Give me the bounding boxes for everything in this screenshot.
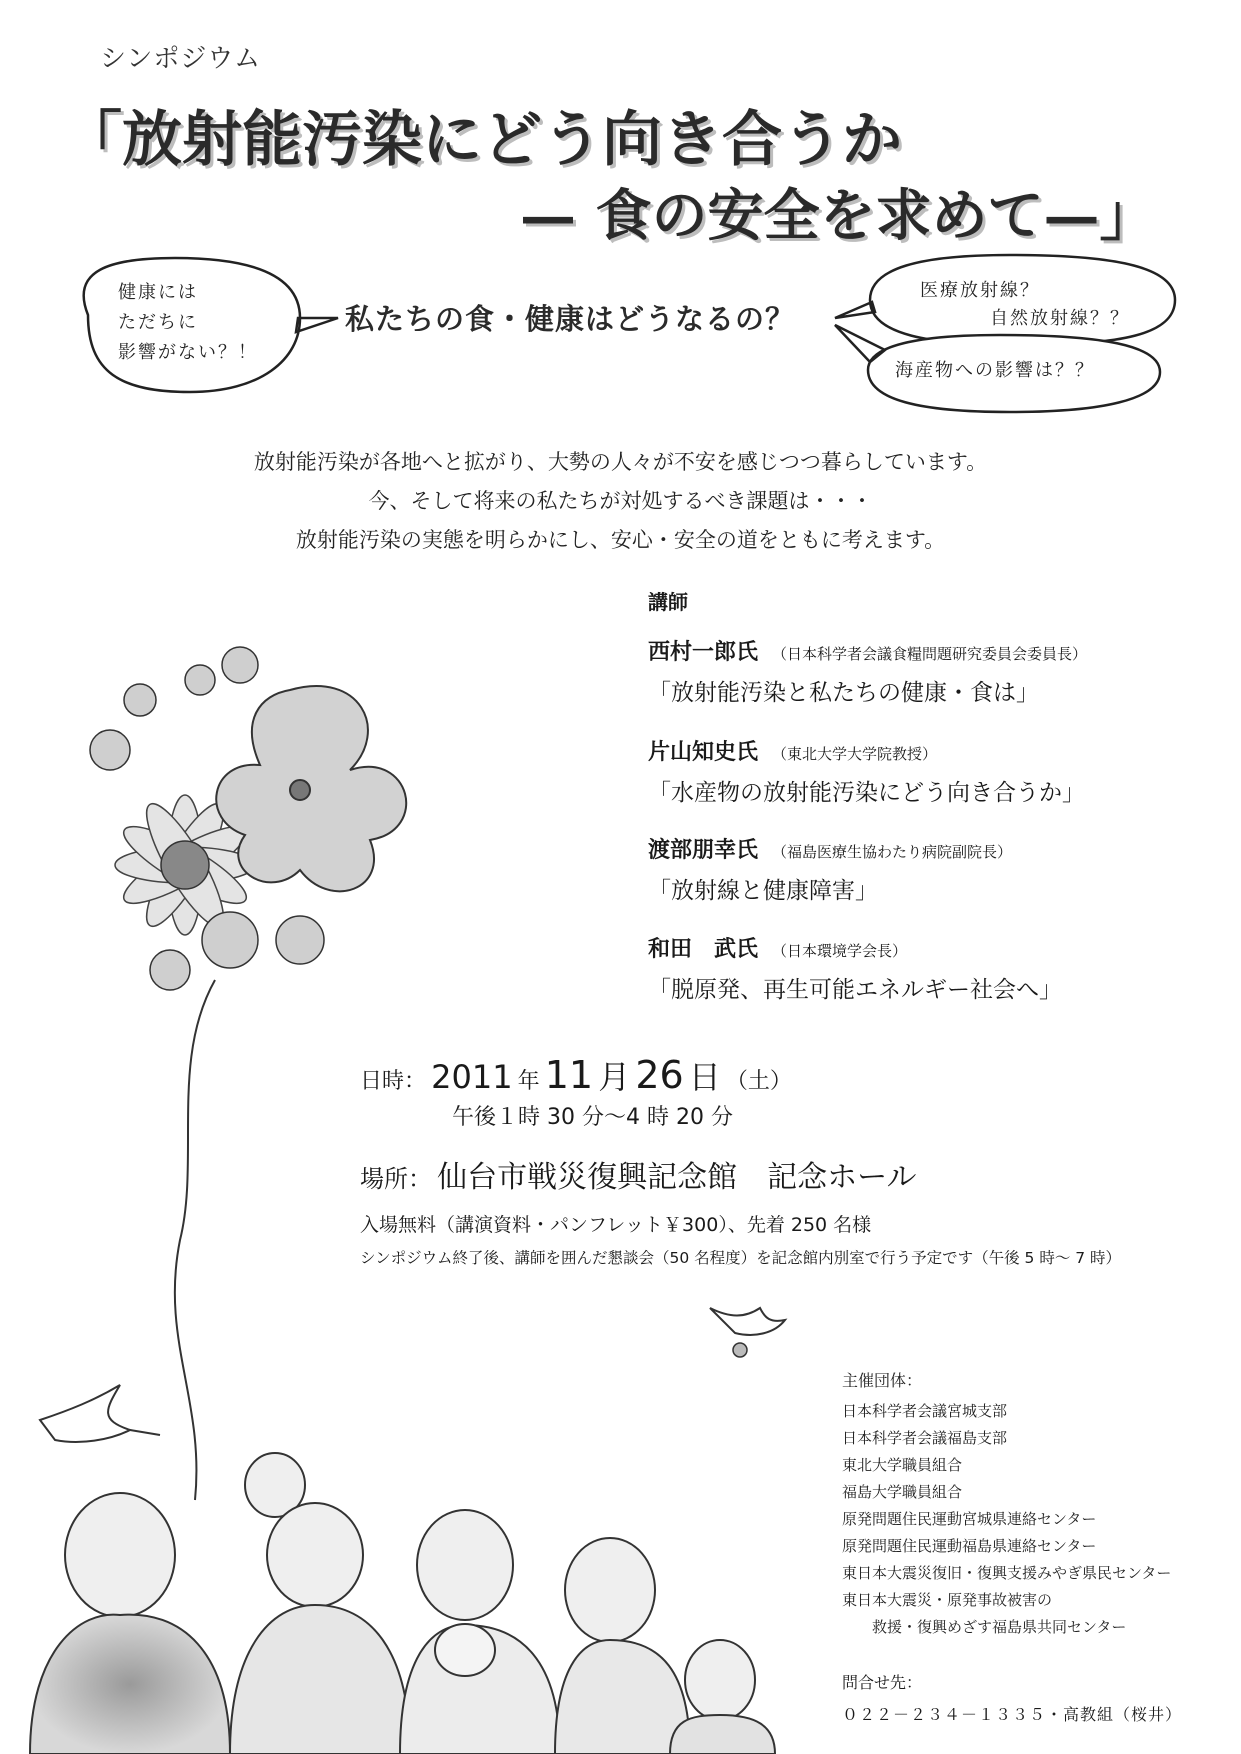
lecturer-name: 西村一郎氏 — [648, 640, 759, 665]
organizer-item: 原発問題住民運動宮城県連絡センター — [842, 1510, 1097, 1528]
lecturer-name: 和田 武氏 — [648, 937, 759, 962]
lecturer-block — [648, 635, 1087, 707]
date-day: 26 — [635, 1053, 684, 1097]
lecturer-affiliation: （日本科学者会議食糧問題研究委員会委員長） — [772, 645, 1088, 663]
event-time: 午後１時 30 分～4 時 20 分 — [452, 1105, 733, 1130]
dove-small — [705, 1288, 795, 1363]
contact-heading: 問合せ先： — [842, 1673, 923, 1692]
right-top-bubble-line2: 自然放射線？？ — [990, 308, 1130, 329]
date-year: 2011 — [431, 1058, 513, 1096]
lecturer-affiliation: （東北大学大学院教授） — [772, 745, 938, 763]
lecture-title: 「放射能汚染と私たちの健康・食は」 — [648, 680, 1039, 706]
lecturer-block — [648, 932, 1062, 1004]
left-bubble-text: 健康には ただちに 影響がない？！ — [118, 282, 258, 363]
intro-text — [0, 443, 1241, 560]
date-day-unit: 日 — [688, 1058, 721, 1096]
title-line-1: 「放射能汚染にどう向き合うか — [62, 105, 902, 175]
dove-left — [40, 1385, 160, 1442]
lecturers-heading: 講師 — [648, 590, 688, 614]
right-bottom-bubble-text: 海産物への影響は？？ — [895, 360, 1095, 381]
admission-info: 入場無料（講演資料・パンフレット￥300）、先着 250 名様 — [360, 1214, 872, 1236]
illustration — [0, 640, 800, 1754]
place-label: 場所： — [360, 1165, 432, 1193]
lecture-title: 「放射線と健康障害」 — [648, 878, 878, 904]
date-label: 日時： — [360, 1069, 427, 1094]
organizer-item: 原発問題住民運動福島県連絡センター — [842, 1537, 1097, 1555]
lecture-title: 「脱原発、再生可能エネルギー社会へ」 — [648, 977, 1062, 1003]
organizer-item: 救援・復興めざす福島県共同センター — [842, 1618, 1127, 1636]
venue-name: 仙台市戦災復興記念館 記念ホール — [437, 1160, 917, 1195]
lecturer-block — [648, 833, 1012, 905]
lecturer-affiliation: （日本環境学会長） — [772, 942, 908, 960]
symposium-label: シンポジウム — [100, 44, 262, 74]
intro-line: 今、そして将来の私たちが対処するべき課題は・・・ — [368, 489, 873, 513]
pansy-flower — [216, 686, 406, 891]
lecturer-name: 片山知史氏 — [648, 740, 759, 765]
organizer-item: 東日本大震災復旧・復興支援みやぎ県民センター — [842, 1564, 1172, 1582]
question-text: 私たちの食・健康はどうなるの？ — [345, 302, 796, 336]
lecturer-name: 渡部朋幸氏 — [648, 838, 759, 863]
contact-info: ０２２－２３４－１３３５・高教組（桜井） — [842, 1705, 1183, 1724]
title-line-2: — 食の安全を求めて—」 — [520, 183, 1156, 249]
flower-stem — [175, 980, 215, 1500]
organizer-item: 日本科学者会議福島支部 — [842, 1429, 1008, 1447]
right-top-bubble-line1: 医療放射線？ — [920, 280, 1040, 301]
organizers — [842, 1367, 1171, 1641]
event-place — [360, 1152, 917, 1196]
date-month-unit: 月 — [598, 1058, 631, 1096]
event-date — [360, 1052, 792, 1098]
date-weekday: （土） — [725, 1069, 792, 1094]
lecturer-affiliation: （福島医療生協わたり病院副院長） — [772, 843, 1013, 861]
organizer-item: 福島大学職員組合 — [842, 1483, 963, 1501]
date-month: 11 — [544, 1053, 594, 1097]
lecturer-block — [648, 735, 1085, 807]
organizer-item: 東北大学職員組合 — [842, 1456, 963, 1474]
intro-line: 放射能汚染が各地へと拡がり、大勢の人々が不安を感じつつ暮らしています。 — [253, 450, 988, 474]
date-year-unit: 年 — [517, 1069, 540, 1094]
intro-line: 放射能汚染の実態を明らかにし、安心・安全の道をともに考えます。 — [295, 528, 946, 552]
organizer-item: 東日本大震災・原発事故被害の — [842, 1591, 1053, 1609]
afterparty-note: シンポジウム終了後、講師を囲んだ懇談会（50 名程度）を記念館内別室で行う予定です（午後 5 時～ 7 時） — [360, 1249, 1122, 1267]
organizers-heading: 主催団体： — [842, 1371, 923, 1390]
organizer-item: 日本科学者会議宮城支部 — [842, 1402, 1008, 1420]
family-figures — [30, 1453, 775, 1754]
lecture-title: 「水産物の放射能汚染にどう向き合うか」 — [648, 780, 1085, 806]
